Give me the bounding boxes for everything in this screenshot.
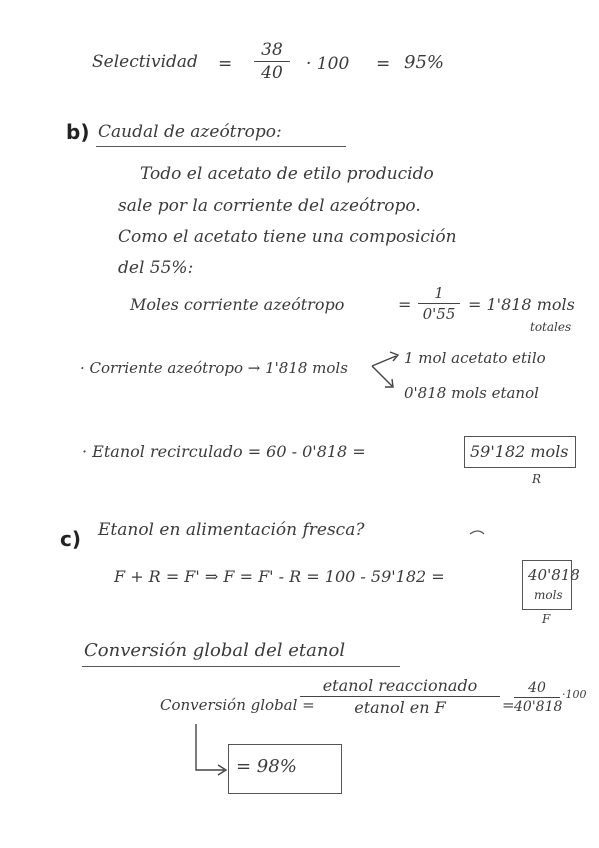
conversion-result: = 98% (236, 756, 297, 777)
section-c-title: Etanol en alimentación fresca? (98, 520, 365, 540)
section-b-line-3: Como el acetato tiene una composición (118, 227, 457, 247)
moles-fraction-denominator: 0'55 (422, 305, 456, 323)
conversion-heading: Conversión global del etanol (84, 640, 346, 661)
section-b-title: Caudal de azeótropo: (98, 122, 282, 142)
corriente-azeotropo-line: · Corriente azeótropo → 1'818 mols (80, 359, 348, 377)
section-b-marker: b) (66, 120, 90, 144)
section-c-marker: c) (60, 527, 81, 551)
conversion-equals: = (502, 696, 515, 714)
branch-acetato: 1 mol acetato etilo (404, 349, 546, 367)
conversion-multiplier: ·100 (562, 688, 587, 701)
moles-fraction-numerator: 1 (434, 284, 444, 302)
moles-corriente-equals: = (398, 295, 412, 314)
section-c-result-subscript: F (542, 612, 551, 626)
selectividad-equals: = (218, 54, 233, 74)
conversion-fraction-denominator: etanol en F (354, 698, 446, 717)
etanol-recirculado-subscript: R (532, 472, 542, 486)
section-c-result-value: 40'818 (528, 566, 580, 584)
conversion-fraction-2-denominator: 40'818 (514, 699, 563, 715)
moles-corriente-label: Moles corriente azeótropo (130, 295, 345, 314)
branch-etanol: 0'818 mols etanol (404, 384, 539, 402)
conversion-label: Conversión global = (160, 696, 315, 714)
section-c-equation: F + R = F' ⇒ F = F' - R = 100 - 59'182 = (114, 567, 445, 586)
selectividad-equals-2: = (376, 54, 391, 74)
conversion-fraction-numerator: etanol reaccionado (322, 676, 478, 695)
conversion-fraction-2-numerator: 40 (528, 680, 546, 696)
section-b-line-1: Todo el acetato de etilo producido (140, 164, 434, 184)
selectividad-numerator: 38 (261, 40, 283, 60)
section-b-line-4: del 55%: (118, 258, 194, 278)
selectividad-label: Selectividad (92, 52, 198, 72)
section-c-result-unit: mols (534, 588, 563, 602)
moles-corriente-result: = 1'818 mols (468, 295, 575, 314)
selectividad-multiplier: · 100 (306, 54, 350, 74)
selectividad-result: 95% (404, 52, 445, 73)
section-b-line-2: sale por la corriente del azeótropo. (118, 196, 421, 216)
etanol-recirculado-result: 59'182 mols (470, 442, 569, 461)
etanol-recirculado-line: · Etanol recirculado = 60 - 0'818 = (82, 442, 366, 461)
moles-corriente-unit: totales (530, 320, 572, 334)
selectividad-denominator: 40 (261, 63, 283, 83)
